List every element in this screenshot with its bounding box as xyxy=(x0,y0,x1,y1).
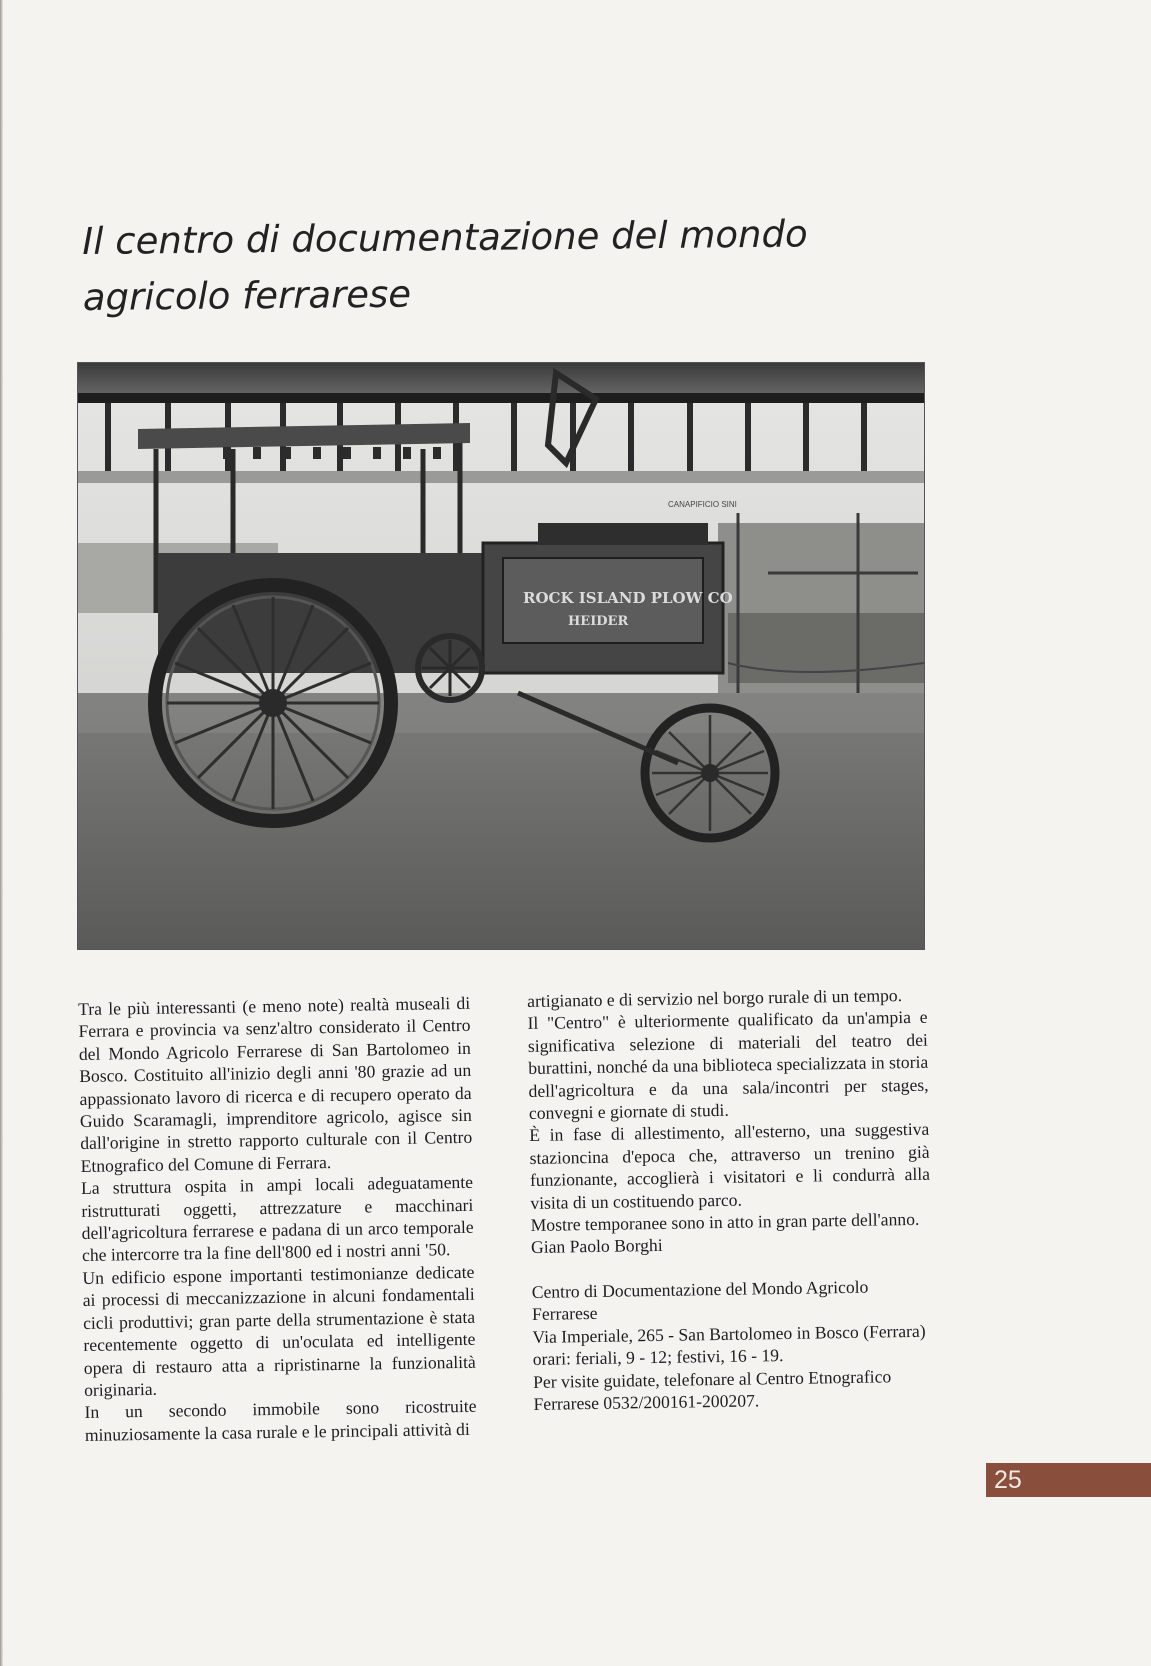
info-address: Via Imperiale, 265 - San Bartolomeo in Bosco (Ferrara) xyxy=(532,1320,926,1347)
left-text-column xyxy=(78,992,477,1446)
paragraph: artigianato e di servizio nel borgo rurale di un tempo. xyxy=(527,985,903,1011)
paragraph: Tra le più interessanti (e meno note) realtà museali di Ferrara e provincia va senz'altro considerato il Centro del Mondo Agricolo Ferrarese di San Bartolomeo in Bosco. Costituito all'inizio degli anni '80 grazie ad un appassionato lavoro di ricerca e di recupero operato da Guido Scaramagli, imprenditore agricolo, agisce sin dall'origine in stretto rapporto culturale con il Centro Etnografico del Comune di Ferrara. xyxy=(78,992,473,1176)
tractor-illustration xyxy=(78,363,924,949)
paragraph: La struttura ospita in ampi locali adeguatamente ristrutturati oggetti, attrezzature e macchinari dell'agricoltura ferrarese e padana di un arco temporale che intercorre tra la fine dell'800 ed i nostri anni '50. xyxy=(80,1172,474,1266)
tractor-lettering-2: HEIDER xyxy=(568,614,629,629)
paragraph: In un secondo immobile sono ricostruite minuziosamente la casa rurale e le principali attività di xyxy=(84,1396,477,1445)
paragraph: Un edificio espone importanti testimonianze dedicate ai processi di meccanizzazione in alcuni fondamentali cicli produttivi; gran parte della strumentazione è stata recentemente oggetto di un'oculata ed intelligente opera di restauro atta a ripristinarne la funzionalità originaria. xyxy=(82,1261,476,1400)
author-signature: Gian Paolo Borghi xyxy=(530,1235,663,1258)
info-visits: Per visite guidate, telefonare al Centro Etnografico Ferrarese 0532/200161-200207. xyxy=(532,1365,892,1414)
paragraph: Mostre temporanee sono in atto in gran parte dell'anno. xyxy=(530,1208,920,1236)
tractor-photo xyxy=(77,362,925,950)
tractor-lettering: ROCK ISLAND PLOW CO xyxy=(523,589,733,607)
page-edge-shadow xyxy=(0,0,3,1666)
paragraph: È in fase di allestimento, all'esterno, una suggestiva stazioncina d'epoca che, attraverso un trenino già funzionante, accoglierà i visitatori e li condurrà alla visita di un costituendo parco. xyxy=(529,1119,931,1213)
sign-text: CANAPIFICIO SINI xyxy=(668,500,737,509)
page-title: Il centro di documentazione del mondo agricolo ferrarese xyxy=(82,212,808,319)
info-name: Centro di Documentazione del Mondo Agricolo Ferrarese xyxy=(531,1276,869,1325)
page-number: 25 xyxy=(994,1466,1022,1494)
info-hours: orari: feriali, 9 - 12; festivi, 16 - 19. xyxy=(532,1345,784,1370)
right-text-column xyxy=(527,984,934,1416)
page-number-tab xyxy=(986,1463,1151,1497)
paragraph: Il "Centro" è ulteriormente qualificato da un'ampia e significativa selezione di materiali del teatro dei burattini, nonché da una biblioteca specializzata in storia dell'agricoltura e da una sala/incontri per stages, convegni e giornate di studi. xyxy=(527,1007,929,1124)
